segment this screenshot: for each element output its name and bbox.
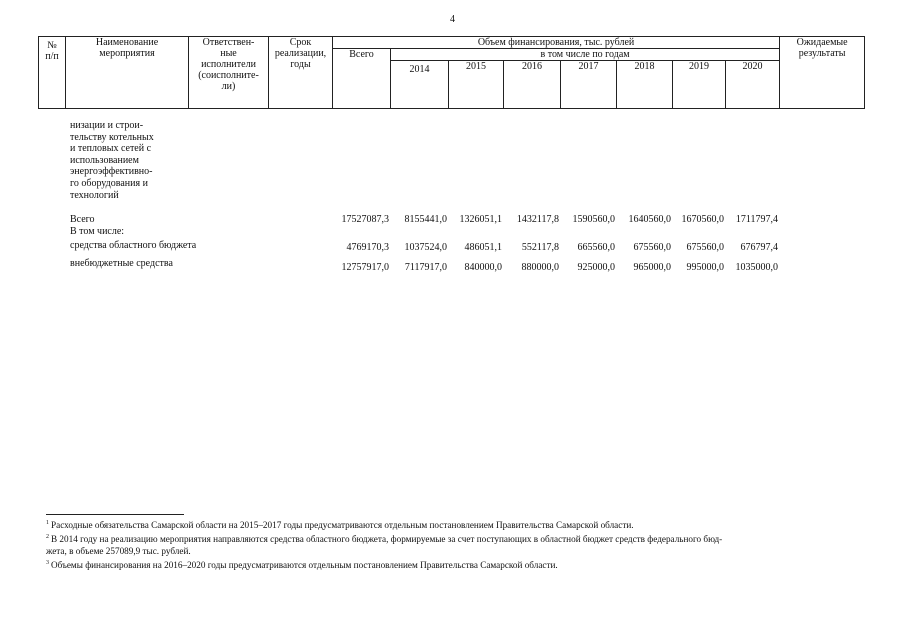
col-num-line: п/п [45,51,59,62]
total-value: 17527087,3 [341,214,389,225]
regional-value: 4769170,3 [346,242,389,253]
total-value: 8155441,0 [404,214,447,225]
regional-budget-label: средства областного бюджета [70,240,197,251]
col-resp-line: Ответствен- [202,37,255,48]
regional-value: 676797,4 [740,242,778,253]
footnote [46,558,862,571]
footnote [46,546,862,557]
col-term-line: Срок [289,37,312,48]
off-budget-label: внебюджетные средства [70,258,173,269]
footnote [46,518,862,531]
col-num-header [39,37,66,109]
regional-value: 1037524,0 [404,242,447,253]
col-results-header [780,37,865,109]
off-budget-value: 7117917,0 [404,262,447,273]
year-header: 2017 [561,61,617,109]
footnote-mark: 3 [46,560,49,567]
footnote-text: Расходные обязательства Самарской области на 2015–2017 годы предусматриваются отдельным постановлением Правительства Самарской области. [51,520,634,531]
col-term-header [269,37,333,109]
activity-description [70,120,154,201]
off-budget-value: 995000,0 [686,262,724,273]
total-value: 1640560,0 [628,214,671,225]
total-value: 1670560,0 [681,214,724,225]
footnote-divider [46,514,184,515]
year-header: 2020 [726,61,780,109]
description-line: энергоэффективно- [70,166,153,178]
col-term-line: годы [290,59,311,70]
footnote-mark: 1 [46,520,49,526]
regional-value: 675560,0 [633,242,671,253]
year-header: 2016 [504,61,561,109]
col-resp-line: ли) [221,81,236,92]
col-num-line: № [47,40,57,51]
off-budget-value: 840000,0 [464,262,502,273]
total-value: 1590560,0 [572,214,615,225]
col-name-line: мероприятия [99,48,155,59]
off-budget-value: 925000,0 [577,262,615,273]
description-line: тельству котельных [70,131,154,143]
year-header: 2014 [391,61,449,109]
regional-value: 486051,1 [464,242,502,253]
off-budget-value: 12757917,0 [341,262,389,273]
footnote-text: жета, в объеме 257089,9 тыс. рублей. [46,546,191,557]
off-budget-value: 880000,0 [521,262,559,273]
off-budget-value: 1035000,0 [735,262,778,273]
description-line: технологий [70,189,119,201]
footnotes [46,518,862,572]
page-number: 4 [450,14,455,25]
description-line: и тепловых сетей с [70,143,152,155]
footnote-mark: 2 [46,534,49,541]
description-line: го оборудования и [70,177,148,189]
footnote-text: Объемы финансирования на 2016–2020 годы предусматриваются отдельным постановлением Правительства Самарской области. [51,560,558,571]
description-line: низации и строи- [70,120,144,131]
total-value: 1432117,8 [516,214,559,225]
regional-value: 552117,8 [521,242,559,253]
col-name-header [66,37,189,109]
col-total-header: Всего [333,49,391,109]
including-label: В том числе: [70,226,125,237]
footnote [46,532,862,545]
year-header: 2018 [617,61,673,109]
col-name-line: Наименование [95,37,159,48]
total-value: 1326051,1 [459,214,502,225]
description-line: использованием [70,154,139,166]
col-resp-line: ные [220,48,237,59]
year-header: 2019 [673,61,726,109]
col-funding-header: Объем финансирования, тыс. рублей [333,37,780,49]
col-resp-line: (соисполните- [198,70,259,81]
col-results-line: Ожидаемые [796,37,848,48]
col-by-year-header: в том числе по годам [391,49,780,61]
col-results-line: результаты [798,48,846,59]
off-budget-value: 965000,0 [633,262,671,273]
col-resp-line: исполнители [201,59,256,70]
header-table [38,36,865,109]
col-resp-header [189,37,269,109]
footnote-text: В 2014 году на реализацию мероприятия направляются средства областного бюджета, формируемые за счет поступающих в областной бюджет средств федерального бюд- [51,534,723,545]
regional-value: 665560,0 [577,242,615,253]
year-header: 2015 [449,61,504,109]
total-label: Всего [70,214,95,225]
total-value: 1711797,4 [735,214,778,225]
col-term-line: реализации, [274,48,327,59]
regional-value: 675560,0 [686,242,724,253]
